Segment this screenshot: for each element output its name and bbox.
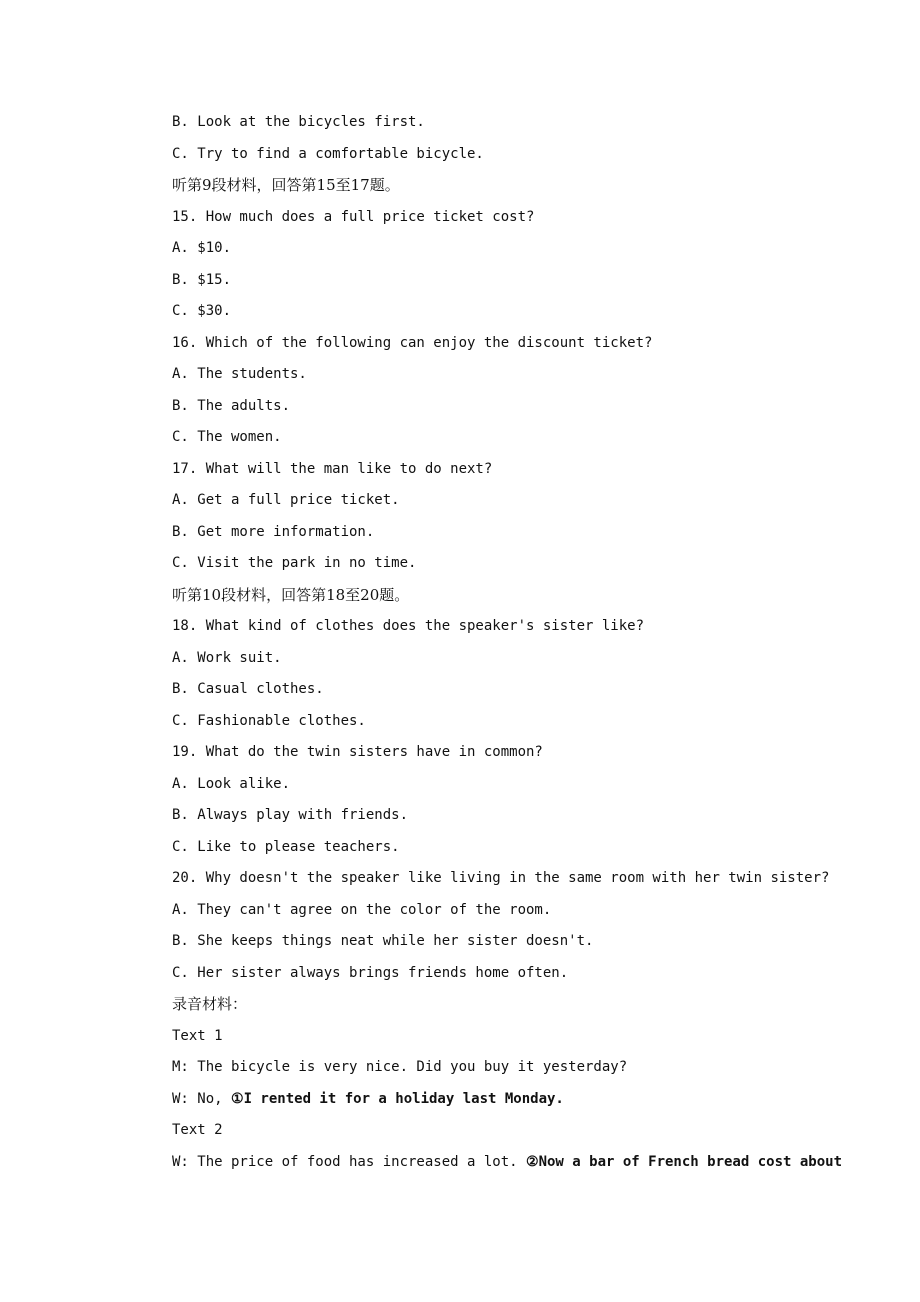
text-line-content: 录音材料：: [172, 995, 248, 1013]
text-line: [172, 1084, 872, 1116]
text-line-content: A. Get a full price ticket.: [172, 492, 400, 508]
text-line: [172, 454, 872, 486]
text-line: [172, 1147, 872, 1179]
text-line: [172, 737, 872, 769]
text-line: [172, 422, 872, 454]
text-line-content: C. Her sister always brings friends home often.: [172, 964, 569, 981]
text-line-content: A. $10.: [172, 240, 232, 256]
text-line: [172, 517, 872, 549]
text-line: [172, 548, 872, 580]
highlighted-answer-text: ①I rented it for a holiday last Monday.: [231, 1090, 564, 1107]
text-line-content: C. Try to find a comfortable bicycle.: [172, 145, 484, 162]
text-line: [172, 580, 872, 612]
text-line-content: W: The price of food has increased a lot.: [172, 1153, 527, 1170]
text-line-content: 20. Why doesn't the speaker like living in the same room with her twin sister?: [172, 870, 830, 886]
text-line: [172, 485, 872, 517]
text-line-content: 15. How much does a full price ticket cost?: [172, 208, 535, 225]
text-line: [172, 391, 872, 423]
text-line: [172, 328, 872, 360]
text-line-content: B. $15.: [172, 271, 232, 288]
text-line: [172, 1052, 872, 1084]
text-line: [172, 611, 872, 643]
text-line-content: A. Look alike.: [172, 775, 291, 792]
text-line: [172, 296, 872, 328]
text-line-content: C. Fashionable clothes.: [172, 712, 366, 729]
text-line-content: B. Look at the bicycles first.: [172, 114, 425, 130]
text-line: [172, 926, 872, 958]
text-line: [172, 674, 872, 706]
text-line-content: 16. Which of the following can enjoy the discount ticket?: [172, 334, 653, 351]
text-line: [172, 202, 872, 234]
text-line-content: A. The students.: [172, 366, 307, 382]
text-line: [172, 359, 872, 391]
text-line-content: C. Visit the park in no time.: [172, 555, 417, 571]
text-line-content: 18. What kind of clothes does the speaker's sister like?: [172, 618, 645, 634]
text-line: [172, 1021, 872, 1053]
text-line-content: B. The adults.: [172, 397, 291, 414]
text-line: [172, 989, 872, 1021]
text-line-content: B. Casual clothes.: [172, 681, 324, 697]
highlighted-answer-text: ②Now a bar of French bread cost about: [526, 1153, 842, 1170]
document-content: [172, 107, 872, 1178]
text-line-content: 听第10段材料，回答第18至20题。: [172, 585, 410, 604]
text-line: [172, 233, 872, 265]
text-line-content: Text 2: [172, 1122, 223, 1138]
text-line-content: 19. What do the twin sisters have in common?: [172, 744, 543, 760]
text-line: [172, 706, 872, 738]
text-line-content: C. The women.: [172, 429, 282, 445]
text-line-content: B. Always play with friends.: [172, 807, 409, 823]
text-line-content: M: The bicycle is very nice. Did you buy it yesterday?: [172, 1059, 628, 1075]
text-line-content: C. $30.: [172, 303, 232, 319]
text-line-content: Text 1: [172, 1027, 223, 1044]
text-line: [172, 958, 872, 990]
text-line-content: B. Get more information.: [172, 523, 375, 540]
text-line: [172, 895, 872, 927]
text-line-content: W: No,: [172, 1090, 232, 1107]
text-line: [172, 1115, 872, 1147]
text-line: [172, 800, 872, 832]
text-line: [172, 265, 872, 297]
text-line: [172, 832, 872, 864]
text-line: [172, 643, 872, 675]
text-line-content: 17. What will the man like to do next?: [172, 460, 493, 477]
text-line-content: C. Like to please teachers.: [172, 838, 400, 855]
text-line-content: A. They can't agree on the color of the room.: [172, 901, 552, 918]
text-line-content: 听第9段材料，回答第15至17题。: [172, 176, 400, 194]
text-line-content: B. She keeps things neat while her sister doesn't.: [172, 933, 594, 949]
text-line: [172, 139, 872, 171]
text-line: [172, 863, 872, 895]
text-line: [172, 769, 872, 801]
text-line-content: A. Work suit.: [172, 649, 282, 666]
text-line: [172, 170, 872, 202]
text-line: [172, 107, 872, 139]
